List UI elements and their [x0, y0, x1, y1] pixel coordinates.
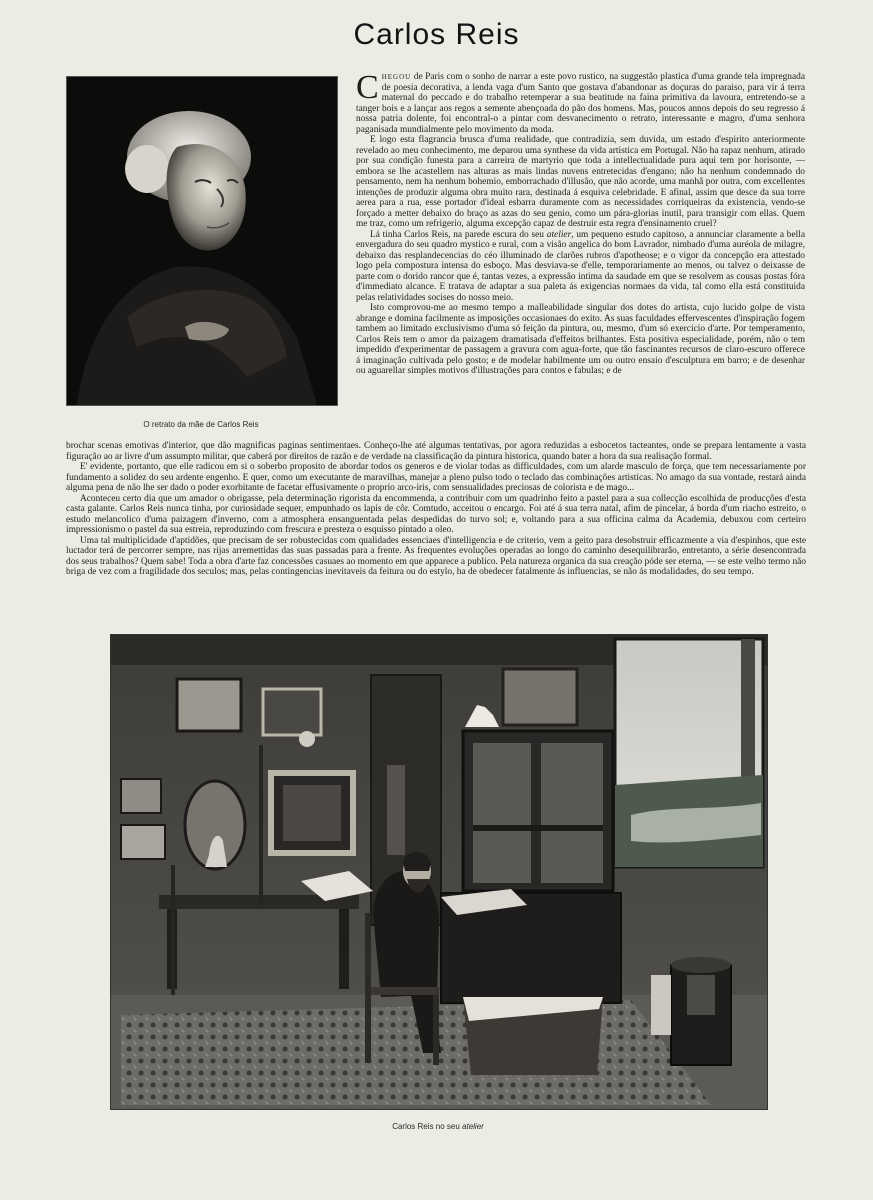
- portrait-photo: [66, 76, 338, 406]
- paragraph-5: E' evidente, portanto, que elle radicou em si o soberbo proposito de abordar todos os generos e de violar todas as difficuldades, com um alarde masculo de força, que tem necessariamente por fundamento a solidez do seu ardente engenho. E quer, como um executante de maravilhas, manejar a pleno pulso todo o teclado das combinações artisticas. No amago da sua vontade, restará ainda alguma pena de não lhe ser dado o poder exorbitante de facetar effusivamente o proprio arco-iris, com sensualidades preciosas de colorista e de mago...: [66, 462, 806, 493]
- paragraph-4-continued: brochar scenas emotivas d'interior, que dão magnificas paginas sentimentaes. Conheço-lhe até algumas tentativas, por agora reduzidas a esbocetos tacteantes, onde se prepara lentamente a vasta figuração ao ar livre d'um assumpto militar, que caberá por direitos de razão e de verdade na classificação da pintura historica, quando bater a hora da sua realisação formal.: [66, 441, 806, 462]
- studio-caption: [110, 1122, 766, 1131]
- paragraph-3-italic: atelier: [546, 229, 572, 240]
- studio-caption-italic: atelier: [462, 1122, 484, 1131]
- studio-caption-text: Carlos Reis no seu: [392, 1122, 460, 1131]
- portrait-illustration: [67, 77, 337, 405]
- paragraph-7: Uma tal multiplicidade d'aptidões, que precisam de ser robustecidas com qualidades essenciaes d'intelligencia e de criterio, vem a geito para desobstruir efficazmente a via d'espinhos, que este luctador terá de percorrer sempre, nas rijas arremettidas das suas passadas para a frente. As frequentes evoluções operadas ao longo do caminho desequilibrarão, entretanto, a série desencontrada dos seus trabalhos? Quem sabe! Toda a obra d'arte faz concessões casuaes ao momento em que apparece a publico. Pela natureza organica da sua creação póde ser eterna, — se este velho termo não briga de vez com a fragilidade dos seculos; mas, pelas contingencias inevitaveis da feitura ou do estylo, ha de obedecer fatalmente ás influencias, se não ás modalidades, do seu tempo.: [66, 535, 806, 577]
- paragraph-2: E logo esta flagrancia brusca d'uma realidade, que contradizia, sem duvida, um estado d'espirito anteriormente revelado ao meu conhecimento, me deparou uma synthese da vida artistica em Portugal. Não ha rapaz nenhum, atirado por sua condição funesta para a carreira de martyrio que toda a intellectualidade pura aqui tem por horisonte, — embora se lhe acastellem nas alturas as mais lindas nuvens entretecidas d'engano; não ha nenhum condemnado do pensamento, nem ha nenhum bohemio, emborrachado d'illusão, que não acorde, uma manhã por outra, com excellentes intenções de produzir alguma obra muito rara, destinada á esquiva celebridade. E afinal, assim que desce da sua torre aerea para a rua, esse portador d'ideal esbarra duramente com as necessidades corriqueiras da existencia, vendo-se forçado a metter debaixo do braço as azas do seu genio, como um pára-glorias inutil, para transigir com ellas. Quem me traz, como um refrigerio, alguma excepção capaz de destruir esta regra d'ensinamento cruel?: [356, 135, 805, 229]
- paragraph-1-text: de Paris com o sonho de narrar a este povo rustico, na suggestão plastica d'uma grande tela impregnada de poesia decorativa, a lenda vaga d'um Santo que gostava d'abandonar as doçuras do paraiso, para vir á terra maternal do peccado e do trabalho retemperar a sua beatitude na faina primitiva da lavoura, entretendo-se a tanger bois e a lançar aos regos a semente abençoada do pão dos homens. Mas, poucos annos depois do seu regresso á nossa patria dolente, foi encontral-o a pintar com desvanecimento o retrato, interessante e magro, d'uma senhora paganisada mundialmente pelo movimento da moda.: [356, 72, 805, 135]
- paragraph-1: [356, 72, 805, 135]
- lead-word: hegou: [381, 72, 412, 82]
- paragraph-3: [356, 230, 805, 304]
- paragraph-3-text-a: Lá tinha Carlos Reis, na parede escura do seu: [370, 229, 547, 240]
- paragraph-3-text-b: , um pequeno estudo capitoso, a annunciar claramente a bella envergadura do seu quadro mystico e rural, com a visão angelica do bom Lavrador, nimbado d'uma auréola de milagre, debaixo das resplandecencias do céo illuminado de clarões rubros d'apotheose; e o vigor da concepção era attestado logo pela compostura intensa do esboço. Mas desviava-se d'elle, temporariamente ao menos, ou talvez o deixasse de parte com o dorido rancor que é, tantas vezes, a expressão intima da saudade em que se resolvem as cousas postas fóra d'immediato alcance. E tratava de adaptar a sua paleta ás exigencias normaes da vida, tal como ella está constituida pelas relatividades socises do nosso meio.: [356, 229, 805, 303]
- portrait-caption: O retrato da mãe de Carlos Reis: [143, 420, 259, 429]
- drop-cap: C: [356, 72, 379, 106]
- paragraph-6: Aconteceu certo dia que um amador o obrigasse, pela determinação rigorista da encommenda, a contribuir com um quadrinho feito a pastel para a sua collecção escolhida de producções d'esta casta galante. Carlos Reis nunca tinha, por curiosidade sequer, empunhado os lapis de côr. Comtudo, acceitou o encargo. Foi até á sua terra natal, afim de pincelar, á borda d'um riacho estreito, o estudo melancolico d'uma paizagem d'inverno, com a atmosphera ensanguentada pelas despedidas do turvo sol; e, voltando para a sua officina calma da Academia, debuxou com certeiro impressionismo o pastel da sua estreia, reproduzindo com frescura e presteza o esquisso pintado a oleo.: [66, 493, 806, 535]
- article-column-full: [66, 441, 806, 621]
- article-column-right: [356, 72, 805, 440]
- studio-illustration: [111, 635, 767, 1109]
- article-title: Carlos Reis: [353, 18, 520, 51]
- paragraph-4: Isto comprovou-me ao mesmo tempo a malleabilidade singular dos dotes do artista, cujo lucido golpe de vista abrange e domina facilmente as imposições occasionaes do exito. As suas faculdades effervescentes d'inspiração fogem tambem ao limitado exclusivismo d'uma só feição da pintura, ou, mesmo, d'um só exercicio d'arte. Por temperamento, Carlos Reis tem o amor da paizagem dramatisada d'effeitos brilhantes. Esta positiva especialidade, porém, não o tem impedido d'experimentar de passagem a gravura com agua-forte, que tão fascinantes recursos de claro-escuro offerece á imaginação cultivada pelo gosto; e de modelar habilmente um ou outro ensaio d'esculptura em barro; e de desenhar ou aguarellar simples motivos d'illustrações para contos e fabulas; e de: [356, 303, 805, 376]
- studio-photo: [110, 634, 768, 1110]
